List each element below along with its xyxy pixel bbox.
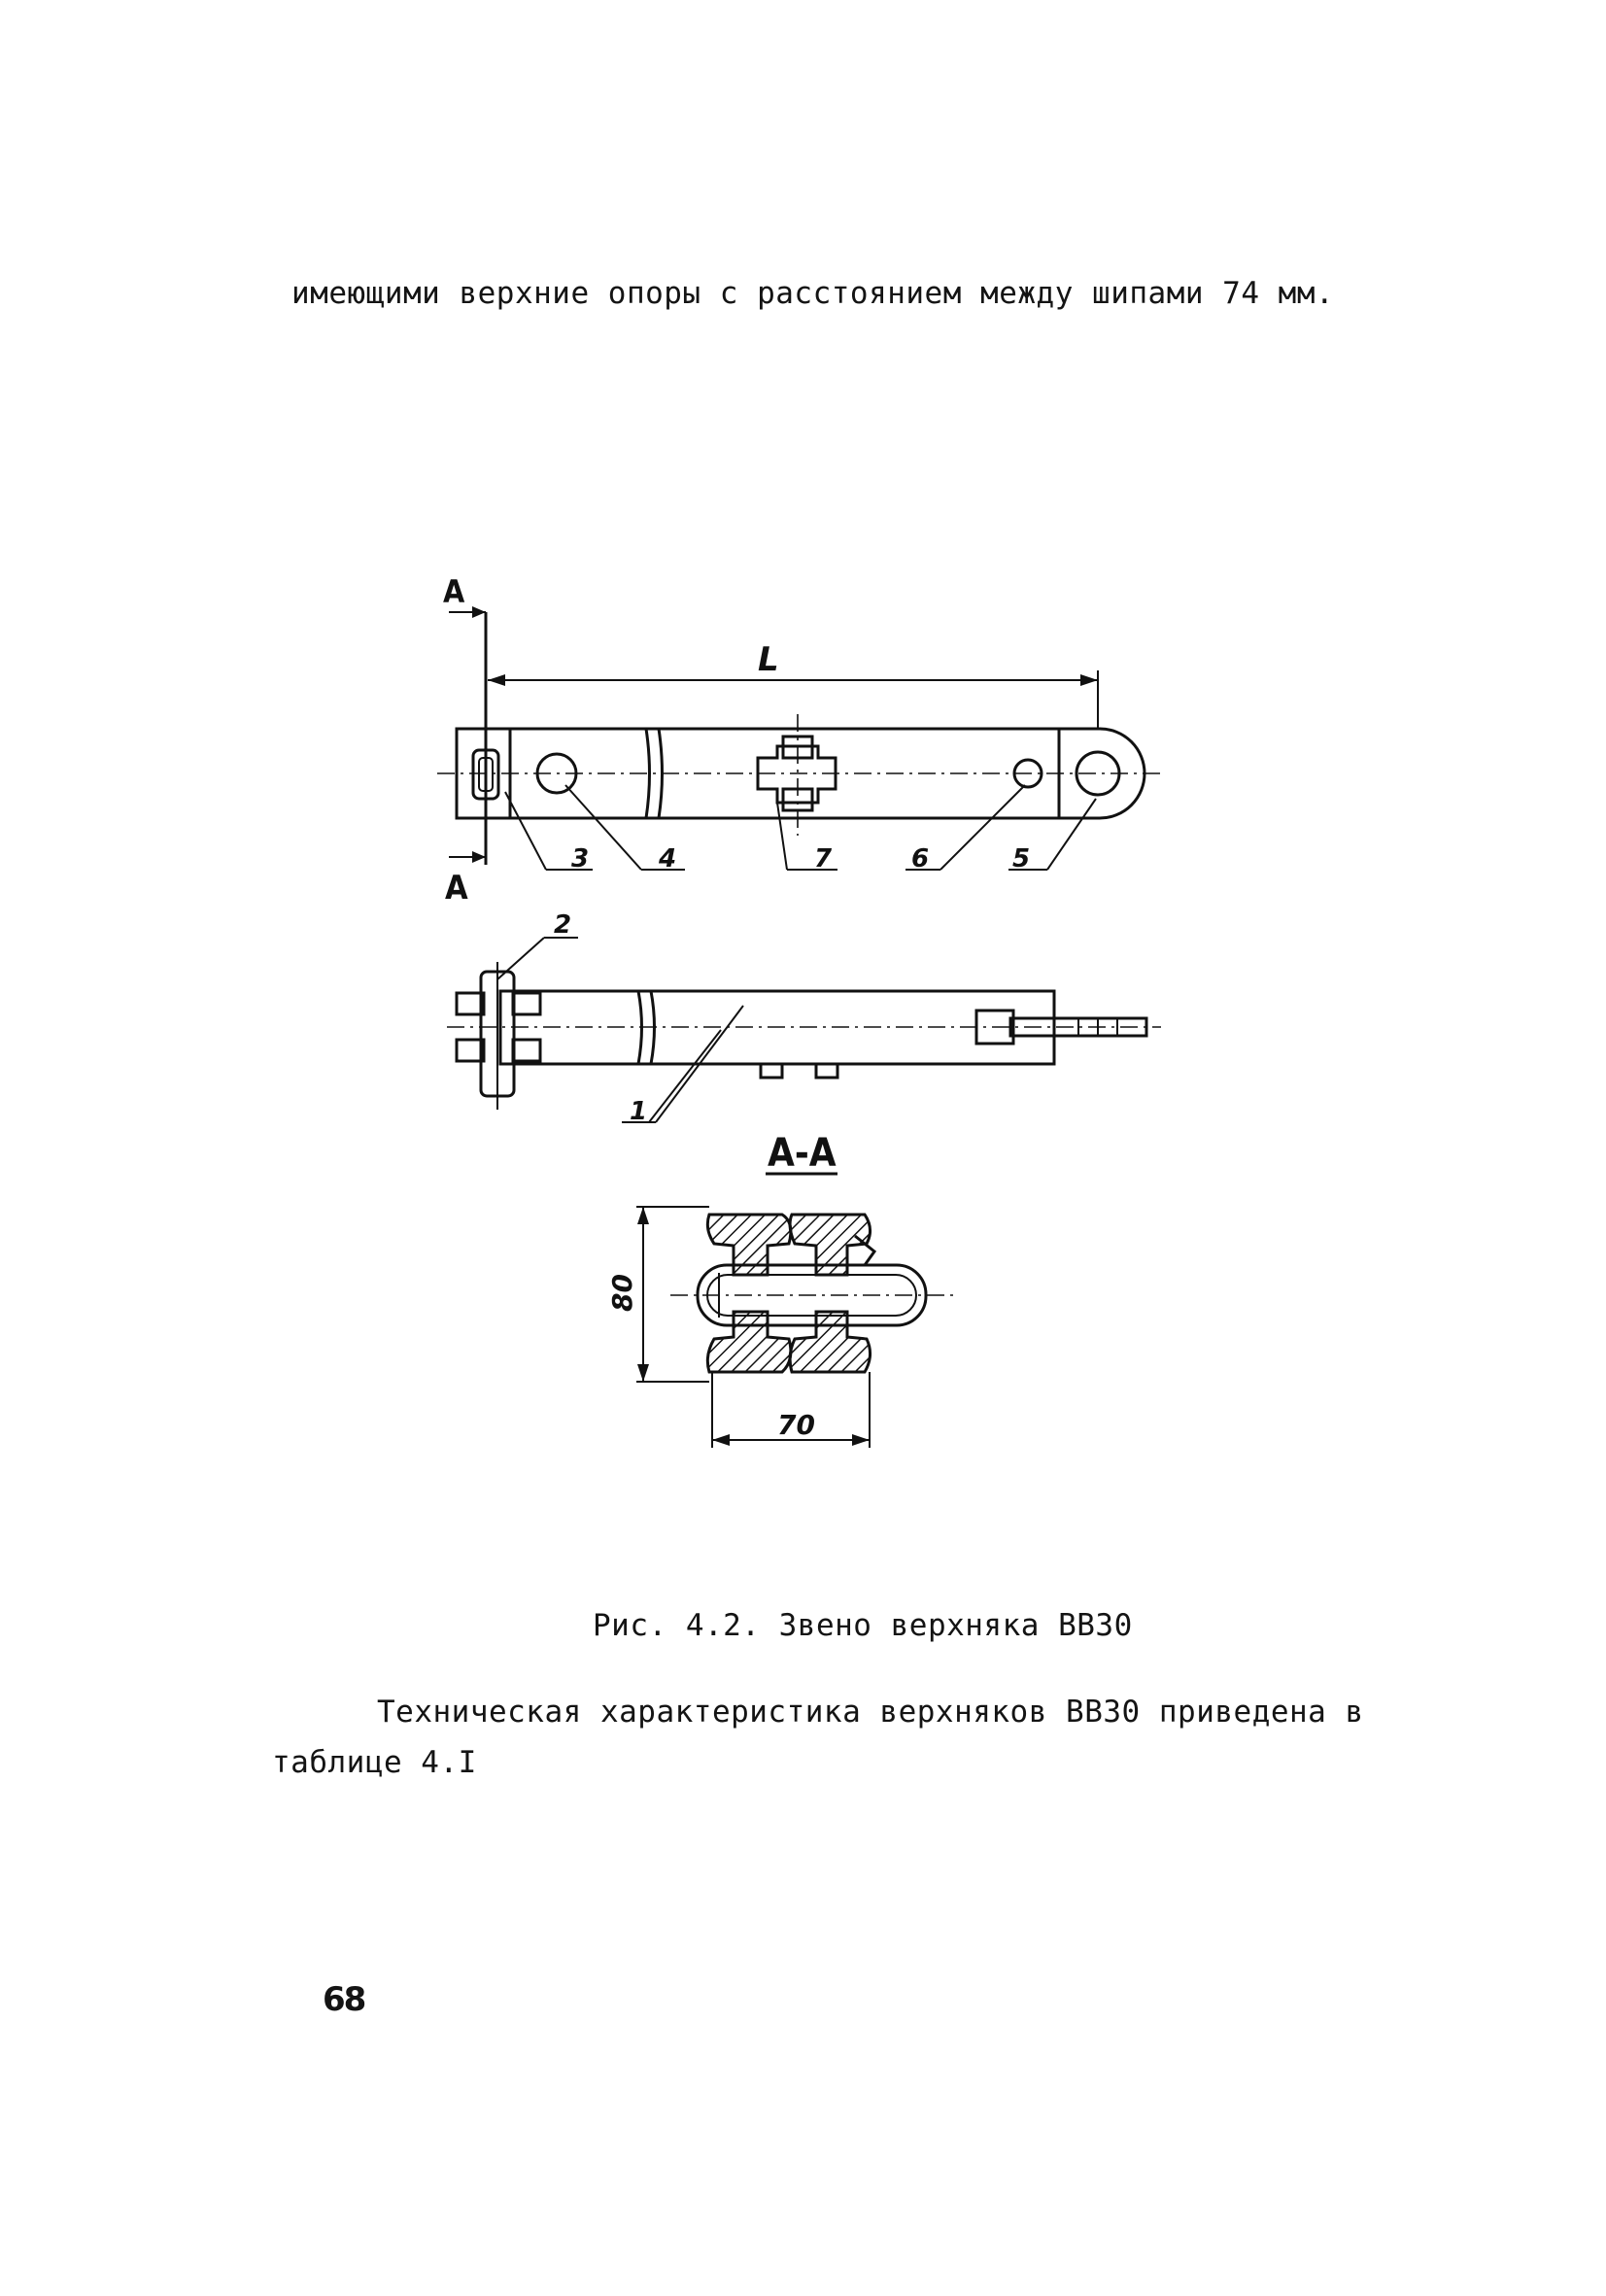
section-title: А-А xyxy=(768,1131,837,1176)
callout-4: 4 xyxy=(659,844,677,874)
section-mark-bottom: А xyxy=(445,869,468,908)
paragraph-line-2: таблице 4.I xyxy=(272,1745,477,1780)
section-a-a xyxy=(606,1131,957,1448)
callout-5: 5 xyxy=(1012,844,1031,874)
plan-view xyxy=(437,573,1161,908)
page-number: 68 xyxy=(323,1980,365,2019)
intro-text-line: имеющими верхние опоры с расстоянием между шипами 74 мм. xyxy=(291,276,1335,311)
dimension-height-label: 80 xyxy=(606,1274,638,1312)
callout-1: 1 xyxy=(630,1097,648,1126)
dimension-length-label: L xyxy=(758,640,779,679)
paragraph-line-1: Техническая характеристика верхняков ВВ30 приведена в xyxy=(377,1695,1364,1730)
section-mark-top: А xyxy=(443,573,465,610)
dimension-width-label: 70 xyxy=(777,1409,815,1441)
side-view xyxy=(447,910,1161,1126)
callout-3: 3 xyxy=(571,844,590,874)
callout-7: 7 xyxy=(814,844,833,874)
callout-6: 6 xyxy=(911,844,930,874)
callout-2: 2 xyxy=(554,910,572,940)
figure-caption: Рис. 4.2. Звено верхняка ВВ30 xyxy=(593,1608,1133,1643)
